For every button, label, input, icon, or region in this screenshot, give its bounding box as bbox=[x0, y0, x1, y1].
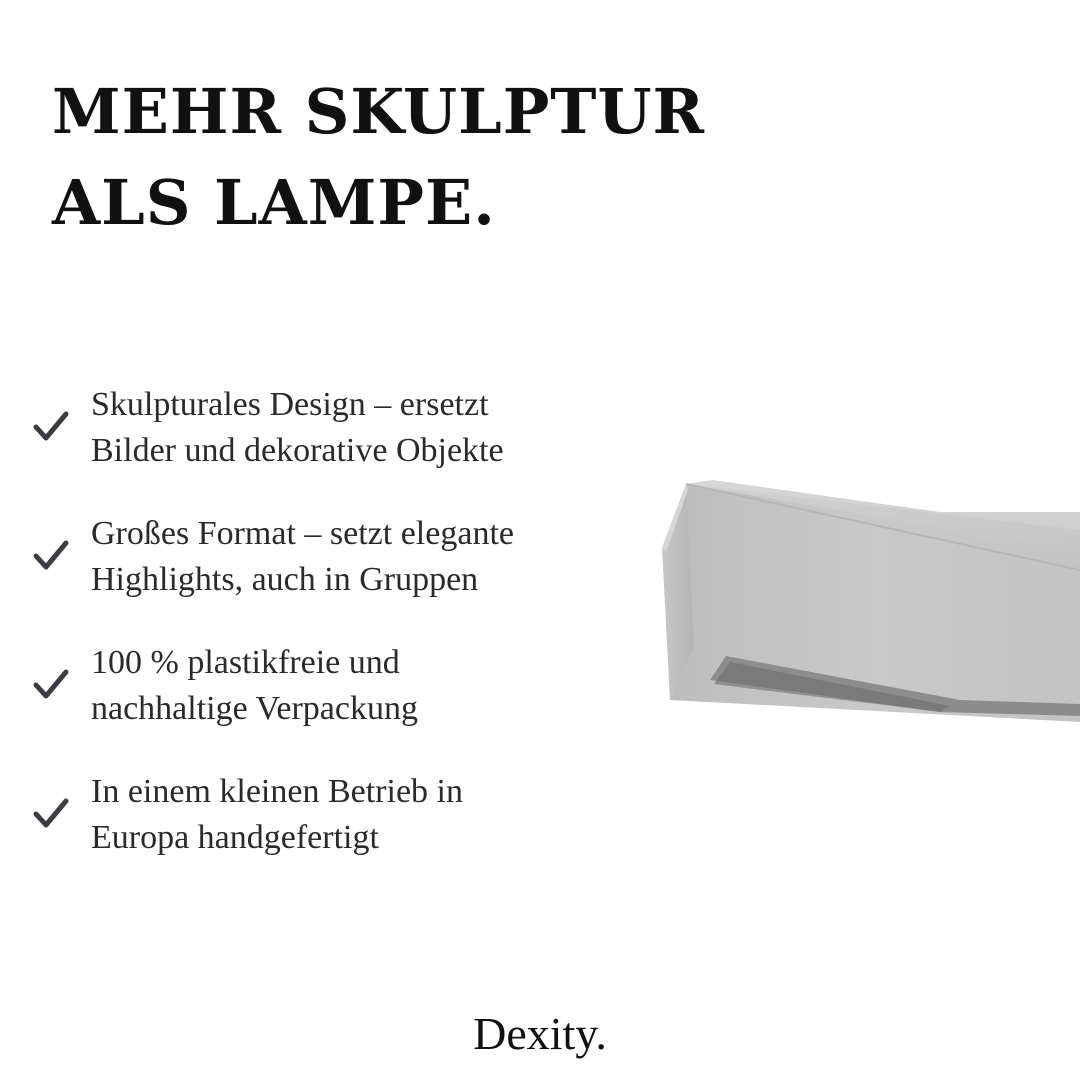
feature-line-2: nachhaltige Verpackung bbox=[91, 690, 418, 727]
brand-logo: Dexity. bbox=[473, 1008, 607, 1059]
feature-line-1: Großes Format – setzt elegante bbox=[91, 515, 514, 552]
feature-item bbox=[0, 640, 660, 769]
feature-item bbox=[0, 511, 660, 640]
check-icon bbox=[32, 666, 70, 704]
headline bbox=[52, 66, 705, 248]
headline-line-1: MEHR SKULPTUR bbox=[52, 75, 706, 148]
check-icon bbox=[32, 408, 70, 446]
feature-line-1: 100 % plastikfreie und bbox=[91, 644, 400, 681]
feature-text bbox=[91, 769, 463, 861]
check-icon bbox=[32, 795, 70, 833]
feature-list bbox=[0, 382, 660, 898]
feature-line-2: Highlights, auch in Gruppen bbox=[91, 561, 479, 598]
headline-line-2: ALS LAMPE. bbox=[52, 166, 496, 239]
feature-text bbox=[91, 382, 504, 474]
feature-line-2: Europa handgefertigt bbox=[91, 819, 379, 856]
feature-line-1: In einem kleinen Betrieb in bbox=[91, 773, 463, 810]
wall-lamp-image bbox=[640, 460, 1080, 750]
feature-line-1: Skulpturales Design – ersetzt bbox=[91, 386, 489, 423]
check-icon bbox=[32, 537, 70, 575]
feature-item bbox=[0, 769, 660, 898]
feature-item bbox=[0, 382, 660, 511]
feature-line-2: Bilder und dekorative Objekte bbox=[91, 432, 504, 469]
feature-text bbox=[91, 511, 514, 603]
feature-text bbox=[91, 640, 418, 732]
